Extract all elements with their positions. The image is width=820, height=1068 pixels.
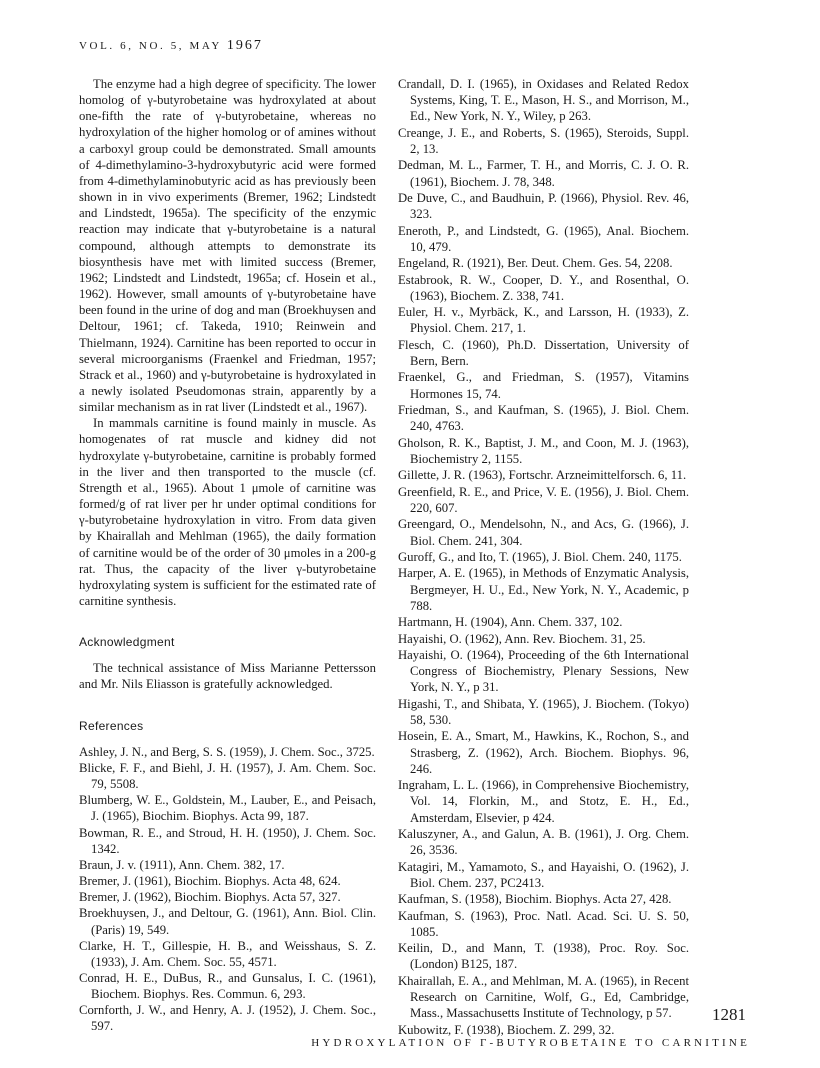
reference-item: Kubowitz, F. (1938), Biochem. Z. 299, 32. <box>398 1022 615 1037</box>
reference-item: Katagiri, M., Yamamoto, S., and Hayaishi, O. (1962), J. Biol. Chem. 237, PC2413. <box>398 859 689 890</box>
reference-item: Harper, A. E. (1965), in Methods of Enzymatic Analysis, Bergmeyer, H. U., Ed., New York, N. Y., Academic, p 788. <box>398 566 689 613</box>
reference-item: Ingraham, L. L. (1966), in Comprehensive Biochemistry, Vol. 14, Florkin, M., and Stotz, E. H., Ed., Amsterdam, Elsevier, p 424. <box>398 778 689 825</box>
reference-item: Broekhuysen, J., and Deltour, G. (1961), Ann. Biol. Clin. (Paris) 19, 549. <box>79 906 376 937</box>
reference-item: Clarke, H. T., Gillespie, H. B., and Weisshaus, S. Z. (1933), J. Am. Chem. Soc. 55, 4571. <box>79 938 376 969</box>
reference-item: Gillette, J. R. (1963), Fortschr. Arzneimittelforsch. 6, 11. <box>398 468 687 483</box>
reference-item: Hosein, E. A., Smart, M., Hawkins, K., Rochon, S., and Strasberg, Z. (1962), Arch. Biochem. Biophys. 96, 246. <box>398 729 689 776</box>
reference-item: Hartmann, H. (1904), Ann. Chem. 337, 102. <box>398 615 623 630</box>
page-number: 1281 <box>712 1005 746 1024</box>
reference-item: Bowman, R. E., and Stroud, H. H. (1950), J. Chem. Soc. 1342. <box>79 825 376 856</box>
reference-item: Gholson, R. K., Baptist, J. M., and Coon, M. J. (1963), Biochemistry 2, 1155. <box>398 435 689 466</box>
reference-item: Kaluszyner, A., and Galun, A. B. (1961), J. Org. Chem. 26, 3536. <box>398 827 689 858</box>
right-column <box>398 76 689 1038</box>
running-footer: HYDROXYLATION OF Γ-BUTYROBETAINE TO CARNITINE <box>311 1037 750 1049</box>
reference-item: Hayaishi, O. (1962), Ann. Rev. Biochem. 31, 25. <box>398 631 646 646</box>
reference-item: Fraenkel, G., and Friedman, S. (1957), Vitamins Hormones 15, 74. <box>398 370 689 401</box>
references-heading: References <box>79 718 144 733</box>
reference-item: Bremer, J. (1962), Biochim. Biophys. Acta 57, 327. <box>79 890 341 905</box>
reference-item: Khairallah, E. A., and Mehlman, M. A. (1965), in Recent Research on Carnitine, Wolf, G., Ed, Cambridge, Mass., Massachusetts Institute of Technology, p 57. <box>398 973 689 1021</box>
reference-item: Estabrook, R. W., Cooper, D. Y., and Rosenthal, O. (1963), Biochem. Z. 338, 741. <box>398 272 689 303</box>
journal-year: 1967 <box>226 38 263 53</box>
reference-item: Eneroth, P., and Lindstedt, G. (1965), Anal. Biochem. 10, 479. <box>398 223 689 254</box>
left-column <box>79 76 376 1035</box>
reference-item: Euler, H. v., Myrbäck, K., and Larsson, H. (1933), Z. Physiol. Chem. 217, 1. <box>398 305 689 336</box>
reference-item: Higashi, T., and Shibata, Y. (1965), J. Biochem. (Tokyo) 58, 530. <box>398 696 689 728</box>
body-paragraph-1: The enzyme had a high degree of specificity. The lower homolog of γ-butyrobetaine was hydroxylated at about one-fifth the rate of γ-butyrobetaine, whereas no hydroxylation of the higher homolog or of amines without a carboxyl group could be demonstrated. Small amounts of 4-dimethylamino-3-hydroxybutyric acid were formed from 4-dimethylaminobutyric acid as has previously been shown in in vivo experiments (Bremer, 1962; Lindstedt and Lindstedt, 1965a). The specificity of the enzymic reaction may indicate that γ-butyrobetaine is a natural compound, although attempts to demonstrate its biosynthesis have met with limited success (Bremer, 1962; Lindstedt and Lindstedt, 1965a; cf. Hosein et al., 1962). However, small amounts of γ-butyrobetaine have been found in the urine of dog and man (Broekhuysen and Deltour, 1961; cf. Takeda, 1910; Reinwein and Thielmann, 1924). Carnitine has been reported to occur in several microorganisms (Fraenkel and Friedman, 1957; Strack et al., 1960) and γ-butyrobetaine is hydroxylated in a newly isolated Pseudomonas strain, apparently by a similar mechanism as in rat liver (Lindstedt et al., 1967). <box>79 77 376 415</box>
reference-item: Crandall, D. I. (1965), in Oxidases and Related Redox Systems, King, T. E., Mason, H. S., and Morrison, M., Ed., New York, N. Y., Wiley, p 263. <box>398 77 689 124</box>
body-paragraph-2: In mammals carnitine is found mainly in muscle. As homogenates of rat muscle and kidney did not hydroxylate γ-butyrobetaine, carnitine is probably formed in the liver and then transported to the muscle (cf. Strength et al., 1965). About 1 μmole of carnitine was formed/g of rat liver per hr under optimal conditions for γ-butyrobetaine hydroxylation in vitro. From data given by Khairallah and Mehlman (1965), the daily formation of carnitine would be of the order of 30 μmoles in a 200-g rat. Thus, the capacity of the liver γ-butyrobetaine hydroxylating system is sufficient for the estimated rate of carnitine synthesis. <box>79 416 376 608</box>
acknowledgment-text: The technical assistance of Miss Marianne Pettersson and Mr. Nils Eliasson is gratefully acknowledged. <box>79 661 376 692</box>
reference-item: Guroff, G., and Ito, T. (1965), J. Biol. Chem. 240, 1175. <box>398 549 682 564</box>
reference-item: Creange, J. E., and Roberts, S. (1965), Steroids, Suppl. 2, 13. <box>398 125 689 156</box>
journal-volume-issue: VOL. 6, NO. 5, MAY <box>79 40 222 52</box>
reference-item: Bremer, J. (1961), Biochim. Biophys. Acta 48, 624. <box>79 874 341 889</box>
reference-item: Blicke, F. F., and Biehl, J. H. (1957), J. Am. Chem. Soc. 79, 5508. <box>79 760 376 792</box>
reference-item: Keilin, D., and Mann, T. (1938), Proc. Roy. Soc. (London) B125, 187. <box>398 941 689 972</box>
reference-item: Braun, J. v. (1911), Ann. Chem. 382, 17. <box>79 857 285 872</box>
reference-item: Flesch, C. (1960), Ph.D. Dissertation, University of Bern, Bern. <box>398 337 689 369</box>
reference-item: Conrad, H. E., DuBus, R., and Gunsalus, I. C. (1961), Biochem. Biophys. Res. Commun. 6, 293. <box>79 970 376 1002</box>
references-list-left <box>79 744 376 1035</box>
reference-item: Engeland, R. (1921), Ber. Deut. Chem. Ges. 54, 2208. <box>398 256 673 271</box>
reference-item: Friedman, S., and Kaufman, S. (1965), J. Biol. Chem. 240, 4763. <box>398 403 689 434</box>
reference-item: Dedman, M. L., Farmer, T. H., and Morris, C. J. O. R. (1961), Biochem. J. 78, 348. <box>398 158 689 189</box>
reference-item: Greenfield, R. E., and Price, V. E. (1956), J. Biol. Chem. 220, 607. <box>398 484 689 515</box>
acknowledgment-heading: Acknowledgment <box>79 635 175 650</box>
reference-item: Kaufman, S. (1963), Proc. Natl. Acad. Sci. U. S. 50, 1085. <box>398 908 689 939</box>
running-header <box>79 38 263 54</box>
reference-item: Ashley, J. N., and Berg, S. S. (1959), J. Chem. Soc., 3725. <box>79 744 375 759</box>
reference-item: Kaufman, S. (1958), Biochim. Biophys. Acta 27, 428. <box>398 892 672 907</box>
reference-item: Blumberg, W. E., Goldstein, M., Lauber, E., and Peisach, J. (1965), Biochim. Biophys. Acta 99, 187. <box>79 793 376 824</box>
reference-item: Hayaishi, O. (1964), Proceeding of the 6th International Congress of Biochemistry, Plenary Sessions, New York, N. Y., p 31. <box>398 648 689 695</box>
reference-item: Greengard, O., Mendelsohn, N., and Acs, G. (1966), J. Biol. Chem. 241, 304. <box>398 517 689 548</box>
reference-item: De Duve, C., and Baudhuin, P. (1966), Physiol. Rev. 46, 323. <box>398 190 689 222</box>
references-list-right <box>398 76 689 1038</box>
reference-item: Cornforth, J. W., and Henry, A. J. (1952), J. Chem. Soc., 597. <box>79 1003 376 1034</box>
